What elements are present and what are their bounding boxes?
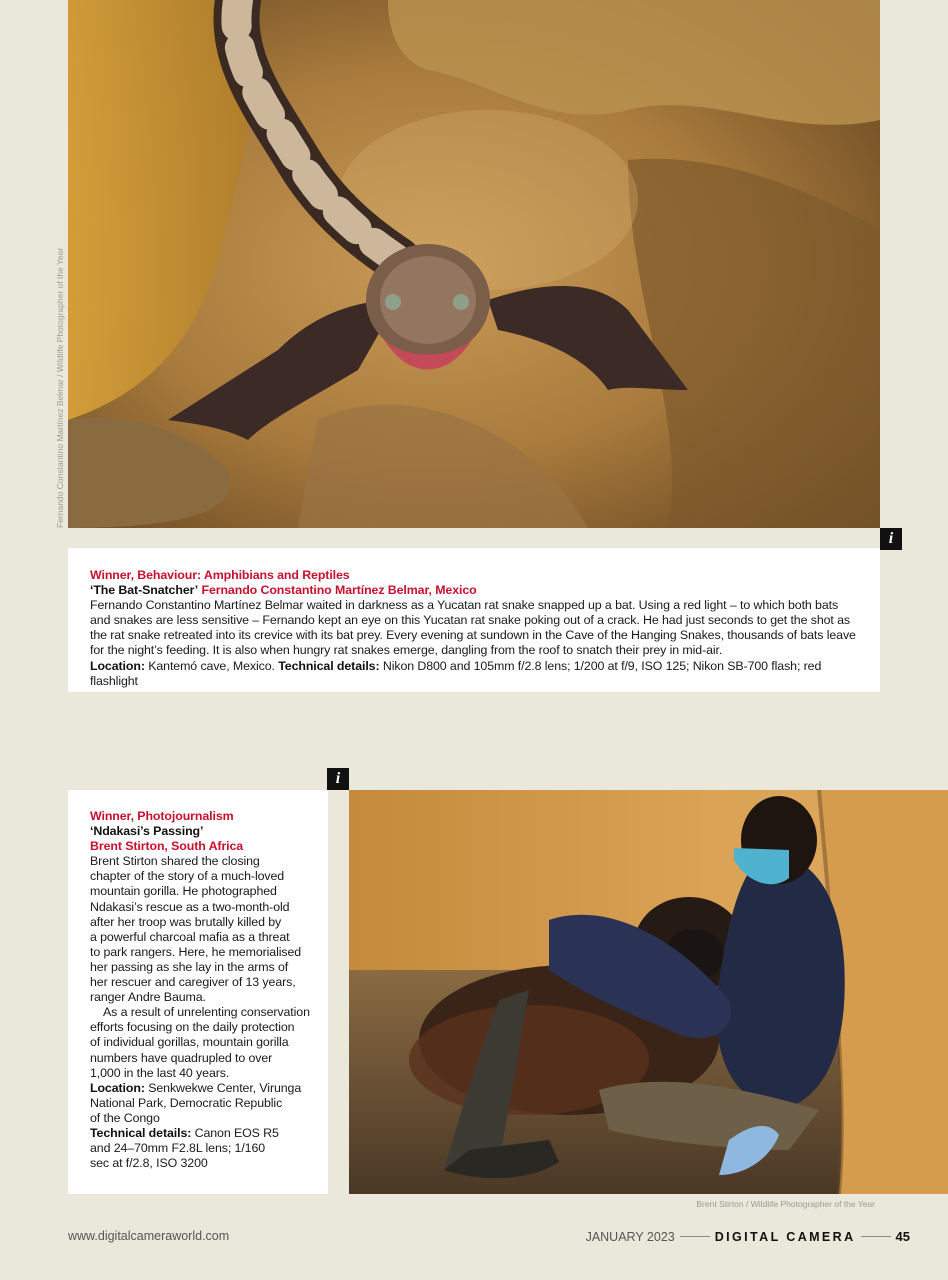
- text-line: ranger Andre Bauma.: [90, 990, 206, 1005]
- category-label: Winner, Behaviour: Amphibians and Reptiles: [90, 568, 350, 582]
- tech-value: Nikon D800 and 105mm f/2.8 lens; 1/200 at f/9, ISO 125; Nikon SB-700 flash; red flashlight: [90, 658, 822, 688]
- issue-date: JANUARY 2023: [585, 1229, 675, 1244]
- location-label: Location:: [90, 1080, 145, 1095]
- text-line: 1,000 in the last 40 years.: [90, 1065, 230, 1080]
- photo-title: ‘Ndakasi’s Passing’: [90, 824, 204, 839]
- tech-label: Technical details:: [278, 658, 380, 673]
- text-line: chapter of the story of a much-loved: [90, 869, 285, 884]
- magazine-name: DIGITAL CAMERA: [714, 1229, 856, 1244]
- snake-bat-photo: [68, 0, 880, 528]
- text-line: to park rangers. Here, he memorialised: [90, 944, 302, 959]
- text-line: her rescuer and caregiver of 13 years,: [90, 975, 296, 990]
- caption-box-bat-snatcher: [68, 548, 880, 692]
- caption-text: [90, 809, 322, 1171]
- caption-para-2: [90, 1005, 322, 1080]
- tech-label: Technical details:: [90, 1125, 192, 1140]
- text-line: mountain gorilla. He photographed: [90, 884, 277, 899]
- text-line: As a result of unrelenting conservation: [103, 1005, 310, 1020]
- location-value: Kantemó cave, Mexico.: [148, 658, 275, 673]
- photographer-name: Fernando Constantino Martínez Belmar, Mexico: [201, 583, 477, 598]
- info-icon[interactable]: i: [327, 768, 349, 790]
- footer-rule: [861, 1236, 891, 1237]
- text-line: a powerful charcoal mafia as a threat: [90, 929, 290, 944]
- text-line: her passing as she lay in the arms of: [90, 959, 289, 974]
- location-label: Location:: [90, 658, 145, 673]
- location-value: National Park, Democratic Republic: [90, 1095, 283, 1110]
- text-line: Ndakasi’s rescue as a two-month-old: [90, 899, 290, 914]
- page-footer: [586, 1229, 910, 1244]
- text-line: Brent Stirton shared the closing: [90, 854, 260, 869]
- tech-value: and 24–70mm F2.8L lens; 1/160: [90, 1141, 266, 1156]
- caption-box-ndakasi: [68, 790, 328, 1194]
- page-number: 45: [895, 1229, 910, 1244]
- gorilla-photo: [349, 790, 948, 1194]
- text-line: after her troop was brutally killed by: [90, 914, 282, 929]
- location-value: of the Congo: [90, 1110, 160, 1125]
- category-label: Winner, Photojournalism: [90, 809, 234, 823]
- photo-title: ‘The Bat-Snatcher’: [90, 583, 199, 598]
- website-url[interactable]: www.digitalcameraworld.com: [68, 1229, 230, 1243]
- text-line: of individual gorillas, mountain gorilla: [90, 1035, 289, 1050]
- tech-value: Canon EOS R5: [194, 1125, 279, 1140]
- caption-text: [90, 568, 860, 689]
- tech-value: sec at f/2.8, ISO 3200: [90, 1156, 208, 1171]
- info-icon[interactable]: i: [880, 528, 902, 550]
- photo-credit-gorilla: Brent Stirton / Wildlife Photographer of the Year: [696, 1199, 875, 1209]
- photographer-name: Brent Stirton, South Africa: [90, 839, 244, 854]
- caption-body: Fernando Constantino Martínez Belmar waited in darkness as a Yucatan rat snake snapped up a bat. Using a red light – to which both bats and snakes are less sensitive – Fernando kept an eye on this Yucatan rat snake poking out of a crack. He had just seconds to get the shot as the rat snake retreated into its crevice with its bat prey. Every evening at sundown in the Cave of the Hanging Snakes, thousands of bats leave for the night’s feeding. It is also when hungry rat snakes emerge, dangling from the roof to snatch their prey in mid-air.: [90, 598, 856, 658]
- text-line: efforts focusing on the daily protection: [90, 1020, 295, 1035]
- caption-para-1: [90, 854, 322, 1005]
- footer-rule: [680, 1236, 710, 1237]
- text-line: numbers have quadrupled to over: [90, 1050, 273, 1065]
- photo-credit-snake: Fernando Constantino Martínez Belmar / Wildlife Photographer of the Year: [55, 247, 65, 528]
- location-value: Senkwekwe Center, Virunga: [148, 1080, 302, 1095]
